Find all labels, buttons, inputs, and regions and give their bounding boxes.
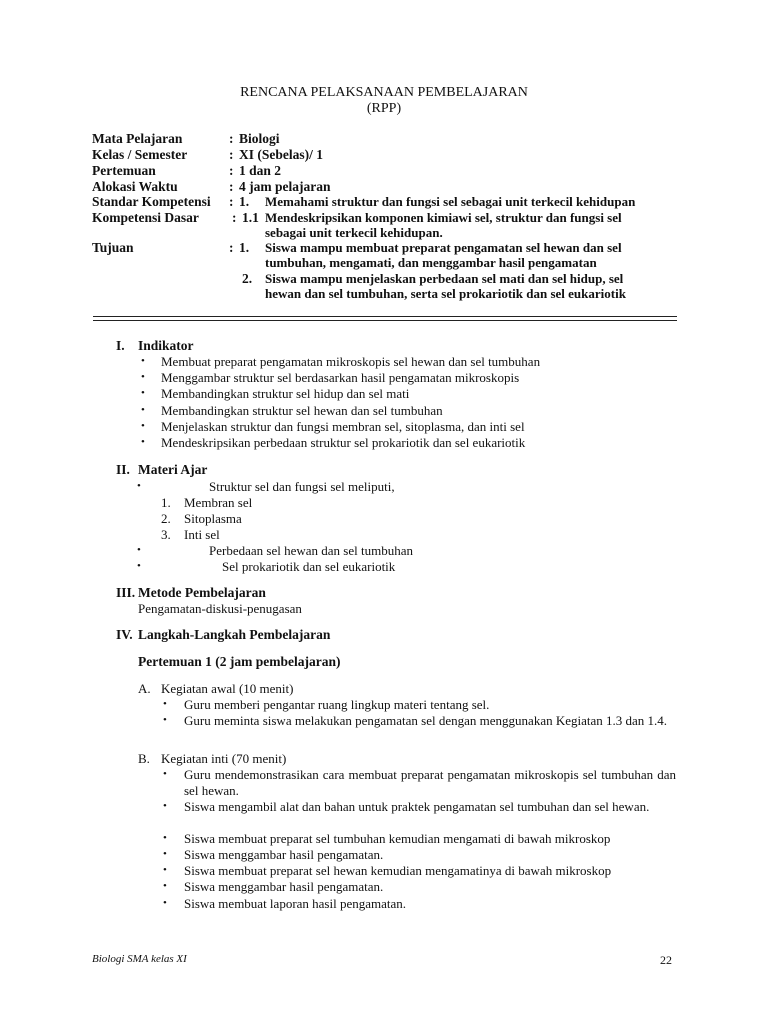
kegiatan-inti-title: Kegiatan inti (70 menit): [161, 751, 287, 766]
page-number: 22: [660, 953, 672, 967]
kegiatan-inti-item: Siswa membuat preparat sel hewan kemudian mengamatinya di bawah mikroskop: [184, 863, 612, 878]
materi-sub-item: Sitoplasma: [184, 511, 242, 526]
metode-text: Pengamatan-diskusi-penugasan: [138, 601, 302, 616]
kegiatan-awal-letter: A.: [138, 681, 151, 696]
bullet-icon: •: [163, 768, 167, 780]
document-title: RENCANA PELAKSANAAN PEMBELAJARAN: [240, 85, 528, 100]
section-materi-heading: II. Materi Ajar: [116, 462, 208, 477]
section-langkah-heading: IV. Langkah-Langkah Pembelajaran: [116, 627, 331, 642]
bullet-icon: •: [163, 832, 167, 844]
materi-item: Perbedaan sel hewan dan sel tumbuhan: [209, 543, 413, 558]
materi-item: Struktur sel dan fungsi sel meliputi,: [209, 479, 395, 494]
indikator-item: Membuat preparat pengamatan mikroskopis sel hewan dan sel tumbuhan: [161, 354, 541, 369]
materi-item: Sel prokariotik dan sel eukariotik: [222, 559, 396, 574]
divider-bottom: [93, 320, 677, 321]
indikator-item: Membandingkan struktur sel hidup dan sel mati: [161, 386, 410, 401]
bullet-icon: •: [141, 404, 145, 416]
indikator-item: Membandingkan struktur sel hewan dan sel tumbuhan: [161, 403, 443, 418]
bullet-icon: •: [163, 714, 167, 726]
bullet-icon: •: [137, 544, 141, 556]
kegiatan-inti-letter: B.: [138, 751, 150, 766]
kegiatan-inti-item: Siswa membuat laporan hasil pengamatan.: [184, 896, 407, 911]
kegiatan-awal-title: Kegiatan awal (10 menit): [161, 681, 294, 696]
kegiatan-awal-item: Guru meminta siswa melakukan pengamatan sel dengan menggunakan Kegiatan 1.3 dan 1.4.: [184, 713, 668, 728]
footer-course-label: Biologi SMA kelas XI: [92, 953, 187, 965]
materi-sub-num: 3.: [161, 527, 171, 542]
bullet-icon: •: [163, 800, 167, 812]
kegiatan-inti-item: Siswa menggambar hasil pengamatan.: [184, 847, 384, 862]
bullet-icon: •: [141, 387, 145, 399]
bullet-icon: •: [163, 848, 167, 860]
bullet-icon: •: [137, 480, 141, 492]
kegiatan-inti-item: Siswa mengambil alat dan bahan untuk praktek pengamatan sel tumbuhan dan sel hewan.: [184, 799, 650, 814]
materi-sub-num: 2.: [161, 511, 171, 526]
bullet-icon: •: [141, 436, 145, 448]
bullet-icon: •: [163, 698, 167, 710]
document-page: RENCANA PELAKSANAAN PEMBELAJARAN (RPP) Mata Pelajaran : Biologi Kelas / Semester : XI (Sebelas)/ 1 Pertemuan : 1 dan 2 Alokasi Waktu : 4 jam pelajaran Standar Kompetensi : 1. Memahami struktur dan fungsi sel sebagai unit terkecil kehidupan Kompetensi Dasar : 1.1 Mendeskripsikan komponen kimiawi sel, struktur dan fungsi sel sebagai unit terkecil kehidupan. Tujuan : 1. Siswa mampu membuat preparat pengamatan sel hewan dan sel tumbuhan, mengamati, dan menggambar hasil pengamatan 2. Siswa mampu menjelaskan perbedaan sel mati dan sel hidup, sel hewan dan sel tumbuhan, serta sel prokariotik dan sel eukariotik I. Indikator • Membuat preparat pengamatan mikroskopis sel hewan dan sel tumbuhan • Menggambar struktur sel berdasarkan hasil pengamatan mikroskopis • Membandingkan struktur sel hidup dan sel mati • Membandingkan struktur sel hewan dan sel tumbuhan • Menjelaskan struktur dan fungsi membran sel, sitoplasma, dan inti sel • Mendeskripsikan perbedaan struktur sel prokariotik dan sel eukariotik II. Materi Ajar • Struktur sel dan fungsi sel meliputi, 1. Membran sel 2. Sitoplasma 3. Inti sel • Perbedaan sel hewan dan sel tumbuhan • Sel prokariotik dan sel eukariotik III. Metode Pembelajaran Pengamatan-diskusi-penugasan IV. Langkah-Langkah Pembelajaran Pertemuan 1 (2 jam pembelajaran) A. Kegiatan awal (10 menit) • Guru memberi pengantar ruang lingkup materi tentang sel. • Guru meminta siswa melakukan pengamatan sel dengan menggunakan Kegiatan 1.3 dan 1.4. B. Kegiatan inti (70 menit) • Guru mendemonstrasikan cara membuat preparat pengamatan mikroskopis sel tumbuhan dan sel hewan. • Siswa mengambil alat dan bahan untuk praktek pengamatan sel tumbuhan dan sel hewan. • Siswa membuat preparat sel tumbuhan kemudian mengamati di bawah mikroskop • Siswa menggambar hasil pengamatan. • Siswa membuat preparat sel hewan kemudian mengamatinya di bawah mikroskop • Siswa menggambar hasil pengamatan. • Siswa membuat laporan hasil pengamatan. Biologi SMA kelas XI 22: [0, 0, 768, 1024]
materi-sub-num: 1.: [161, 495, 171, 510]
bullet-icon: •: [141, 420, 145, 432]
document-subtitle: (RPP): [366, 101, 402, 116]
kegiatan-inti-item: Siswa membuat preparat sel tumbuhan kemudian mengamati di bawah mikroskop: [184, 831, 611, 846]
bullet-icon: •: [137, 560, 141, 572]
pertemuan-heading: Pertemuan 1 (2 jam pembelajaran): [138, 654, 341, 669]
bullet-icon: •: [141, 371, 145, 383]
kegiatan-inti-item: Guru mendemonstrasikan cara membuat preparat pengamatan mikroskopis sel tumbuhan dan sel hewan.: [184, 767, 676, 798]
indikator-item: Mendeskripsikan perbedaan struktur sel prokariotik dan sel eukariotik: [161, 435, 526, 450]
indikator-item: Menggambar struktur sel berdasarkan hasil pengamatan mikroskopis: [161, 370, 520, 385]
bullet-icon: •: [163, 897, 167, 909]
bullet-icon: •: [163, 880, 167, 892]
materi-sub-item: Inti sel: [184, 527, 220, 542]
bullet-icon: •: [163, 864, 167, 876]
bullet-icon: •: [141, 355, 145, 367]
section-metode-heading: III. Metode Pembelajaran: [116, 585, 266, 600]
materi-sub-item: Membran sel: [184, 495, 253, 510]
kegiatan-awal-item: Guru memberi pengantar ruang lingkup materi tentang sel.: [184, 697, 490, 712]
section-indikator-heading: I. Indikator: [116, 338, 194, 353]
divider-top: [93, 316, 677, 317]
kegiatan-inti-item: Siswa menggambar hasil pengamatan.: [184, 879, 384, 894]
indikator-item: Menjelaskan struktur dan fungsi membran sel, sitoplasma, dan inti sel: [161, 419, 525, 434]
